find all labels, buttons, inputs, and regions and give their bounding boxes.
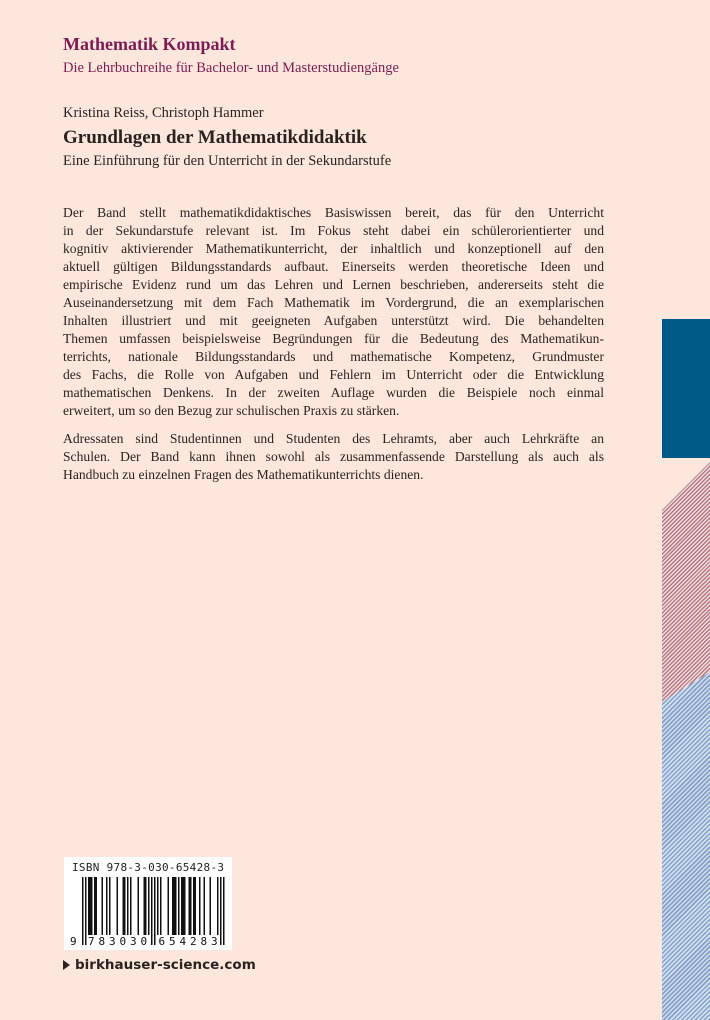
barcode-digit: 5 [169,935,176,948]
barcode-bar [151,877,153,945]
barcode-digit: 6 [158,935,166,948]
barcode-bar [174,877,176,935]
book-title: Grundlagen der Mathematikdidaktik [63,127,367,148]
barcode-bar [102,877,104,935]
barcode-bar [117,877,119,935]
barcode-digit: 0 [119,935,127,948]
triangle-right-icon [63,960,70,970]
barcode-bar [199,877,201,935]
barcode-bar [109,877,111,935]
text-line: mathematischen Denkens. In der zweiten Auflage wurden die Beispiele noch einmal [63,385,604,400]
blurb-text [63,204,604,484]
barcode-bar [193,877,195,935]
barcode-bar [106,877,108,935]
barcode-bar [88,877,90,935]
barcode-bar [220,877,222,945]
barcode-bar [204,877,206,935]
barcode-bar [148,877,150,935]
text-line: Der Band stellt mathematikdidaktisches Basiswissen bereit, das für den Unterricht [63,205,604,220]
blurb-paragraph [63,204,604,420]
barcode-digit: 4 [179,935,187,948]
text-line: Inhalten illustriert und mit geeigneten Aufgaben unterstützt wird. Die behandelten [63,313,604,328]
text-line: Adressaten sind Studentinnen und Studenten des Lehramts, aber auch Lehrkräfte an [63,431,604,446]
barcode-bar [145,877,147,935]
barcode-bar [217,877,219,935]
publisher-link[interactable] [63,957,256,973]
text-line: Auseinandersetzung mit dem Fach Mathematik im Vordergrund, die an exemplarischen [63,295,604,310]
barcode-digit: 2 [190,935,197,948]
barcode-bar [172,877,174,935]
barcode-bar [127,877,129,935]
barcode-digit: 7 [88,935,95,948]
barcode-bar [82,877,84,945]
series-subtitle: Die Lehrbuchreihe für Bachelor- und Masterstudiengänge [63,60,399,76]
barcode-bar [130,877,132,935]
barcode-bar [183,877,185,935]
barcode-bar [189,877,191,935]
isbn-label: ISBN 978-3-030-65428-3 [72,861,225,874]
decorative-red-stripes [662,462,710,712]
blurb-paragraph [63,430,604,484]
book-authors: Kristina Reiss, Christoph Hammer [63,105,264,121]
text-line: des Fachs, die Rolle von Aufgaben und Fehlern im Unterricht oder die Entwicklung [63,367,604,382]
barcode-bar [91,877,93,935]
barcode-bar [154,877,156,945]
barcode-bar [90,877,92,935]
text-line: erweitert, um so den Bezug zur schulischen Praxis zu stärken. [63,403,400,418]
text-line: in der Sekundarstufe relevant ist. Im Fokus steht dabei ein schülerorientierter und [63,223,604,238]
series-title: Mathematik Kompakt [63,34,236,54]
text-line: aktuell gültigen Bildungsstandards aufbaut. Einerseits werden theoretische Ideen und [63,259,604,274]
isbn-barcode [64,857,232,950]
barcode-bar [223,877,225,945]
barcode-digit: 3 [109,935,116,948]
barcode-digit: 9 [70,935,77,948]
barcode-digit: 3 [211,935,218,948]
barcode-digit: 0 [140,935,148,948]
barcode-bar [190,877,192,935]
barcode-bar [124,877,126,935]
barcode-bar [181,877,183,935]
decorative-blue-stripes [662,672,710,1020]
text-line: empirische Evidenz rund um das Lehren und Lernen beschrieben, andererseits steht die [63,277,604,292]
barcode-bar [178,877,180,935]
text-line: Handbuch zu einzelnen Fragen des Mathematikunterrichts dienen. [63,467,424,482]
barcode-bar [85,877,87,945]
barcode-bar [123,877,125,935]
barcode-bar [160,877,162,935]
barcode-bar [157,877,159,935]
barcode-bar [175,877,177,935]
decorative-blue-block [662,319,710,458]
barcode-digit: 8 [98,935,106,948]
barcode-digit: 8 [200,935,208,948]
publisher-url: birkhauser-science.com [75,957,256,973]
barcode-bar [144,877,146,935]
book-subtitle: Eine Einführung für den Unterricht in der Sekundarstufe [63,153,392,169]
barcode-bar [138,877,140,935]
barcode-bar [210,877,212,935]
barcode-bar [195,877,197,935]
barcode-bar [94,877,96,935]
text-line: Schulen. Der Band kann ihnen sowohl als zusammenfassende Darstellung als auch als [63,449,604,464]
text-line: Themen umfassen beispielsweise Begründungen für die Bedeutung des Mathematikun- [63,331,604,346]
text-line: terrichts, nationale Bildungsstandards und mathematische Kompetenz, Grundmuster [63,349,604,364]
barcode-digit: 3 [130,935,137,948]
barcode-bar [96,877,98,935]
barcode-bar [184,877,186,935]
text-line: kognitiv aktivierender Mathematikunterricht, der inhaltlich und konzeptionell auf den [63,241,604,256]
barcode-bar [168,877,170,935]
